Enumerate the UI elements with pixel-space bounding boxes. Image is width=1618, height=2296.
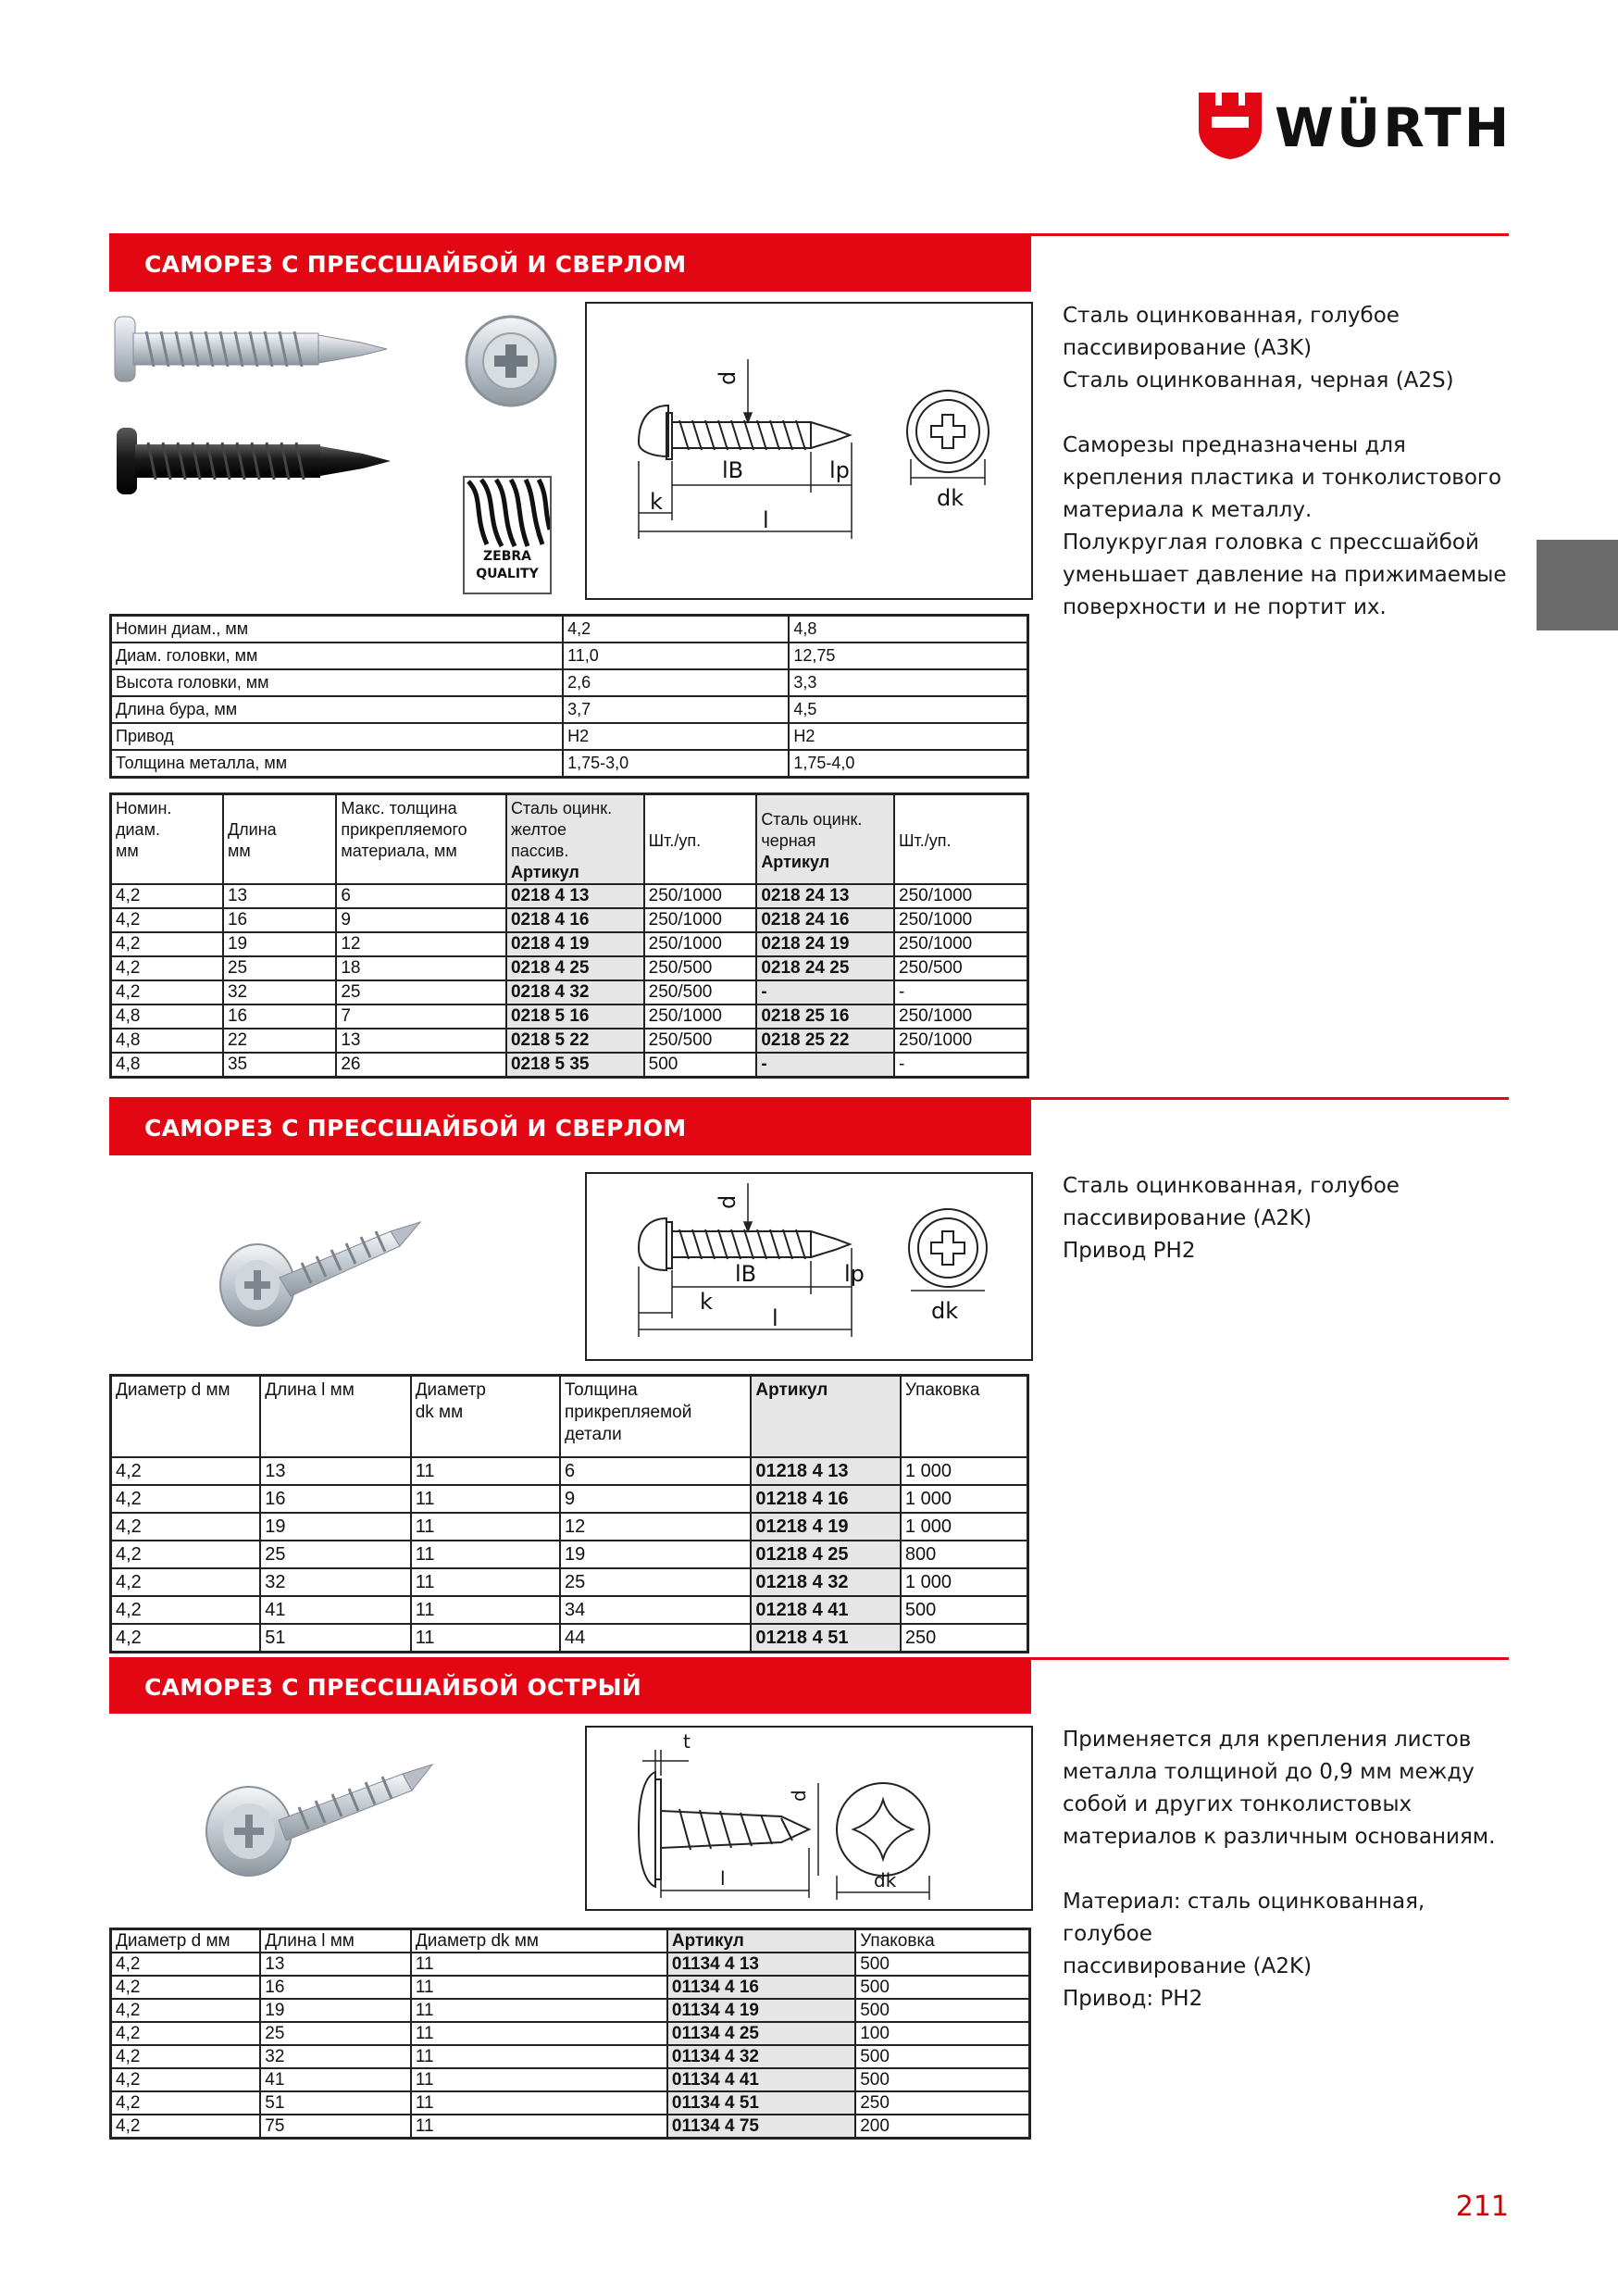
table-cell: 34 — [560, 1596, 751, 1624]
drawing-label-lb: lB — [735, 1261, 757, 1287]
table-cell: 4,2 — [111, 1513, 261, 1541]
column-header: Макс. толщина прикрепляемого материала, мм — [336, 794, 506, 885]
drawing-label-t: t — [683, 1730, 691, 1753]
table-cell: 11 — [411, 2091, 667, 2115]
table-cell: 25 — [260, 1541, 410, 1568]
table-row — [111, 1541, 1028, 1568]
table-cell: 11 — [411, 1624, 560, 1653]
table-cell: 12,75 — [789, 643, 1027, 669]
table-cell: 4,2 — [111, 1541, 261, 1568]
table-cell: 500 — [855, 2045, 1029, 2068]
table-cell: Номин диам., мм — [111, 616, 564, 643]
brand-name: WÜRTH — [1275, 96, 1512, 159]
table-cell: 0218 5 22 — [506, 1029, 644, 1053]
table-cell: 250/1000 — [644, 1004, 757, 1029]
table-row — [111, 2091, 1030, 2115]
table-cell: - — [894, 1053, 1028, 1078]
table-cell: Длина бура, мм — [111, 696, 564, 723]
table-cell: 01134 4 16 — [667, 1976, 855, 1999]
description-line: Привод: PH2 — [1063, 1987, 1203, 2011]
table-cell: 4,8 — [111, 1029, 223, 1053]
table-cell: 16 — [223, 1004, 336, 1029]
table-cell: 200 — [855, 2115, 1029, 2139]
table-cell: 51 — [260, 2091, 411, 2115]
table-row — [111, 1976, 1030, 1999]
table-cell: 41 — [260, 1596, 410, 1624]
description-line: поверхности и не портит их. — [1063, 595, 1387, 619]
table-cell: 41 — [260, 2068, 411, 2091]
description-line: Сталь оцинкованная, голубое — [1063, 304, 1400, 328]
table-cell: 01134 4 75 — [667, 2115, 855, 2139]
table-row — [111, 2068, 1030, 2091]
column-header: Упаковка — [901, 1376, 1028, 1458]
badge-line-2: QUALITY — [476, 567, 539, 581]
zebra-pattern-icon — [465, 478, 550, 548]
table-cell: 01134 4 32 — [667, 2045, 855, 2068]
table-cell: 22 — [223, 1029, 336, 1053]
table-cell: 0218 4 25 — [506, 956, 644, 980]
table-cell: 250/500 — [644, 980, 757, 1004]
section-description — [1063, 1170, 1507, 1267]
section-title: САМОРЕЗ С ПРЕССШАЙБОЙ И СВЕРЛОМ — [109, 236, 1031, 292]
drawing-label-lp: lp — [844, 1261, 865, 1287]
table-cell: 4,2 — [111, 1457, 261, 1485]
table-cell: 11 — [411, 1457, 560, 1485]
table-cell: 4,2 — [111, 908, 223, 932]
zebra-quality-badge — [463, 476, 552, 594]
technical-drawing-1 — [585, 302, 1033, 600]
drawing-label-d: d — [715, 370, 741, 385]
table-cell: 100 — [855, 2022, 1029, 2045]
table-cell: 4,2 — [111, 1976, 261, 1999]
table-cell: 4,8 — [111, 1004, 223, 1029]
table-cell: 4,2 — [111, 956, 223, 980]
description-line: пассивирование (A2K) — [1063, 1206, 1313, 1230]
column-header: Диаметр d мм — [111, 1929, 261, 1953]
drawing-label-k: k — [700, 1289, 713, 1315]
table-cell: 4,2 — [111, 932, 223, 956]
table-cell: 250 — [855, 2091, 1029, 2115]
description-line: Полукруглая головка с прессшайбой — [1063, 530, 1479, 555]
table-cell: 01134 4 25 — [667, 2022, 855, 2045]
table-row — [111, 1953, 1030, 1976]
table-cell: 19 — [260, 1999, 411, 2022]
table-cell: 0218 4 19 — [506, 932, 644, 956]
table-cell: 500 — [855, 2068, 1029, 2091]
spec-row — [111, 750, 1028, 778]
screw-head-photo — [463, 313, 559, 409]
section-description — [1063, 300, 1507, 624]
table-row — [111, 1004, 1028, 1029]
table-row — [111, 1053, 1028, 1078]
table-row — [111, 1485, 1028, 1513]
table-cell: 0218 25 22 — [756, 1029, 894, 1053]
drawing-label-dk: dk — [937, 485, 965, 511]
table-cell: 13 — [223, 884, 336, 908]
table-cell: 19 — [560, 1541, 751, 1568]
section-title: САМОРЕЗ С ПРЕССШАЙБОЙ И СВЕРЛОМ — [109, 1100, 1031, 1155]
badge-line-1: ZEBRA — [482, 549, 531, 564]
table-cell: 0218 25 16 — [756, 1004, 894, 1029]
table-cell: 4,2 — [111, 980, 223, 1004]
table-row — [111, 1624, 1028, 1653]
drawing-label-d: d — [715, 1194, 741, 1209]
table-row — [111, 1029, 1028, 1053]
wurth-logo-icon — [1199, 93, 1262, 159]
column-header: Сталь оцинк. черная Артикул — [756, 794, 894, 885]
table-cell: 11 — [411, 2022, 667, 2045]
table-cell: 7 — [336, 1004, 506, 1029]
page-number: 211 — [1455, 2190, 1509, 2223]
table-cell: 11 — [411, 1485, 560, 1513]
table-cell: Толщина металла, мм — [111, 750, 564, 778]
table-cell: 1 000 — [901, 1513, 1028, 1541]
table-cell: 75 — [260, 2115, 411, 2139]
table-cell: 500 — [644, 1053, 757, 1078]
table-cell: 1 000 — [901, 1568, 1028, 1596]
article-table-1 — [109, 792, 1029, 1079]
table-cell: 250/1000 — [894, 1029, 1028, 1053]
table-cell: 3,7 — [563, 696, 789, 723]
technical-drawing-2 — [585, 1172, 1033, 1361]
table-cell: 9 — [560, 1485, 751, 1513]
table-cell: 250/500 — [894, 956, 1028, 980]
table-cell: 01134 4 19 — [667, 1999, 855, 2022]
table-cell: 250/1000 — [894, 932, 1028, 956]
table-cell: 11 — [411, 2045, 667, 2068]
table-cell: 2,6 — [563, 669, 789, 696]
section-description — [1063, 1724, 1507, 2015]
table-cell: 3,3 — [789, 669, 1027, 696]
table-row — [111, 2045, 1030, 2068]
table-cell: 01218 4 25 — [751, 1541, 901, 1568]
table-cell: 4,2 — [111, 1953, 261, 1976]
table-cell: 0218 24 13 — [756, 884, 894, 908]
description-line: пассивирование (A3K) — [1063, 336, 1313, 360]
column-header: Диаметр dk мм — [411, 1376, 560, 1458]
description-line: собой и других тонколистовых — [1063, 1792, 1413, 1816]
drawing-label-lp: lp — [829, 457, 850, 483]
column-header: Упаковка — [855, 1929, 1029, 1953]
wurth-logo — [1199, 93, 1513, 167]
table-cell: 4,8 — [111, 1053, 223, 1078]
table-cell: 4,2 — [111, 2091, 261, 2115]
screw-photo-3 — [190, 1741, 440, 1889]
table-cell: 0218 4 32 — [506, 980, 644, 1004]
column-header: Артикул — [751, 1376, 901, 1458]
table-cell: 11 — [411, 1568, 560, 1596]
column-header: Шт./уп. — [644, 794, 757, 885]
screw-photo-2 — [205, 1194, 428, 1333]
spec-row — [111, 696, 1028, 723]
table-row — [111, 932, 1028, 956]
drawing-label-l: l — [772, 1305, 778, 1331]
description-line: пассивирование (A2K) — [1063, 1954, 1313, 1978]
table-cell: 4,2 — [111, 2022, 261, 2045]
drawing-label-dk: dk — [931, 1298, 959, 1324]
table-cell: 01134 4 51 — [667, 2091, 855, 2115]
table-cell: 1 000 — [901, 1457, 1028, 1485]
table-cell: 250/1000 — [894, 884, 1028, 908]
description-line: крепления пластика и тонколистового — [1063, 466, 1502, 490]
table-cell: 25 — [560, 1568, 751, 1596]
table-row — [111, 1513, 1028, 1541]
table-cell: 16 — [260, 1976, 411, 1999]
table-cell: 11 — [411, 1596, 560, 1624]
spec-row — [111, 643, 1028, 669]
description-line: Сталь оцинкованная, черная (A2S) — [1063, 368, 1454, 393]
description-line: Материал: сталь оцинкованная, голубое — [1063, 1890, 1425, 1946]
drawing-label-l: l — [763, 507, 769, 533]
table-row — [111, 980, 1028, 1004]
table-cell: 250/500 — [644, 956, 757, 980]
table-cell: 250/1000 — [644, 884, 757, 908]
table-cell: 16 — [260, 1485, 410, 1513]
table-cell: 51 — [260, 1624, 410, 1653]
table-cell: 500 — [855, 1976, 1029, 1999]
table-cell: 01134 4 41 — [667, 2068, 855, 2091]
table-cell: Диам. головки, мм — [111, 643, 564, 669]
spec-row — [111, 669, 1028, 696]
table-cell: 32 — [260, 1568, 410, 1596]
table-cell: 4,2 — [111, 1485, 261, 1513]
spec-row — [111, 616, 1028, 643]
table-cell: 11 — [411, 1999, 667, 2022]
table-cell: 11 — [411, 1513, 560, 1541]
spec-row — [111, 723, 1028, 750]
table-cell: 19 — [223, 932, 336, 956]
table-cell: 4,2 — [111, 1568, 261, 1596]
column-header: Диаметр d мм — [111, 1376, 261, 1458]
table-cell: 1,75-4,0 — [789, 750, 1027, 778]
drawing-label-l: l — [720, 1867, 726, 1890]
table-cell: 01218 4 51 — [751, 1624, 901, 1653]
column-header: Длина мм — [223, 794, 336, 885]
table-row — [111, 908, 1028, 932]
table-cell: 0218 4 16 — [506, 908, 644, 932]
table-cell: 250/1000 — [894, 1004, 1028, 1029]
table-cell: 19 — [260, 1513, 410, 1541]
description-line: металла толщиной до 0,9 мм между — [1063, 1760, 1475, 1784]
description-line: Привод PH2 — [1063, 1239, 1196, 1263]
drawing-label-k: k — [650, 489, 663, 515]
table-cell: 25 — [260, 2022, 411, 2045]
table-cell: 800 — [901, 1541, 1028, 1568]
table-cell: 25 — [336, 980, 506, 1004]
article-table-2 — [109, 1374, 1029, 1653]
table-cell: 4,2 — [563, 616, 789, 643]
table-cell: 250/1000 — [644, 932, 757, 956]
column-header: Сталь оцинк. желтое пассив. Артикул — [506, 794, 644, 885]
description-line: материалов к различным основаниям. — [1063, 1825, 1496, 1849]
table-cell: 250/1000 — [894, 908, 1028, 932]
column-header: Длина l мм — [260, 1376, 410, 1458]
table-cell: 11 — [411, 1541, 560, 1568]
table-cell: 0218 5 16 — [506, 1004, 644, 1029]
table-cell: 500 — [901, 1596, 1028, 1624]
table-cell: 11 — [411, 2115, 667, 2139]
description-line: Применяется для крепления листов — [1063, 1728, 1472, 1752]
column-header: Диаметр dk мм — [411, 1929, 667, 1953]
table-cell: 16 — [223, 908, 336, 932]
table-cell: 44 — [560, 1624, 751, 1653]
table-cell: - — [756, 980, 894, 1004]
description-line: Саморезы предназначены для — [1063, 433, 1406, 457]
table-cell: H2 — [563, 723, 789, 750]
table-cell: 13 — [260, 1953, 411, 1976]
table-cell: 4,5 — [789, 696, 1027, 723]
table-cell: 4,2 — [111, 1596, 261, 1624]
side-tab — [1537, 540, 1618, 630]
screw-silver-photo — [109, 298, 405, 511]
column-header: Длина l мм — [260, 1929, 411, 1953]
table-cell: 500 — [855, 1999, 1029, 2022]
table-cell: 4,8 — [789, 616, 1027, 643]
table-cell: 250/1000 — [644, 908, 757, 932]
table-cell: 32 — [223, 980, 336, 1004]
table-cell: 18 — [336, 956, 506, 980]
table-cell: 500 — [855, 1953, 1029, 1976]
table-cell: 11 — [411, 1953, 667, 1976]
table-cell: 1 000 — [901, 1485, 1028, 1513]
section-title: САМОРЕЗ С ПРЕССШАЙБОЙ ОСТРЫЙ — [109, 1660, 1031, 1714]
table-cell: 6 — [336, 884, 506, 908]
table-cell: 0218 5 35 — [506, 1053, 644, 1078]
table-row — [111, 1457, 1028, 1485]
spec-table — [109, 614, 1029, 779]
drawing-label-lb: lB — [722, 457, 744, 483]
table-cell: 12 — [560, 1513, 751, 1541]
table-cell: 0218 24 16 — [756, 908, 894, 932]
table-row — [111, 884, 1028, 908]
table-cell: 250/500 — [644, 1029, 757, 1053]
table-row — [111, 2022, 1030, 2045]
table-cell: Высота головки, мм — [111, 669, 564, 696]
table-row — [111, 1596, 1028, 1624]
table-cell: 12 — [336, 932, 506, 956]
column-header: Шт./уп. — [894, 794, 1028, 885]
table-cell: 32 — [260, 2045, 411, 2068]
table-cell: 25 — [223, 956, 336, 980]
table-cell: 1,75-3,0 — [563, 750, 789, 778]
table-cell: 01134 4 13 — [667, 1953, 855, 1976]
table-cell: 4,2 — [111, 884, 223, 908]
table-cell: 13 — [260, 1457, 410, 1485]
table-cell: 4,2 — [111, 2068, 261, 2091]
table-cell: 01218 4 13 — [751, 1457, 901, 1485]
table-cell: 4,2 — [111, 1999, 261, 2022]
table-cell: 4,2 — [111, 1624, 261, 1653]
article-table-3 — [109, 1928, 1031, 2140]
table-cell: 0218 24 25 — [756, 956, 894, 980]
column-header: Толщина прикрепляемой детали — [560, 1376, 751, 1458]
technical-drawing-3 — [585, 1726, 1033, 1911]
drawing-label-d: d — [788, 1790, 810, 1802]
table-row — [111, 1999, 1030, 2022]
table-cell: Привод — [111, 723, 564, 750]
table-cell: 0218 24 19 — [756, 932, 894, 956]
table-cell: 01218 4 41 — [751, 1596, 901, 1624]
table-row — [111, 1568, 1028, 1596]
table-cell: 01218 4 16 — [751, 1485, 901, 1513]
description-line: уменьшает давление на прижимаемые — [1063, 563, 1507, 587]
table-cell: 11,0 — [563, 643, 789, 669]
column-header: Артикул — [667, 1929, 855, 1953]
column-header: Номин. диам. мм — [111, 794, 223, 885]
table-cell: - — [894, 980, 1028, 1004]
table-cell: 35 — [223, 1053, 336, 1078]
table-cell: 01218 4 32 — [751, 1568, 901, 1596]
drawing-label-dk: dk — [874, 1869, 897, 1891]
table-row — [111, 2115, 1030, 2139]
table-cell: 01218 4 19 — [751, 1513, 901, 1541]
table-cell: 13 — [336, 1029, 506, 1053]
description-line: Сталь оцинкованная, голубое — [1063, 1174, 1400, 1198]
table-cell: 11 — [411, 1976, 667, 1999]
table-cell: 0218 4 13 — [506, 884, 644, 908]
table-cell: 9 — [336, 908, 506, 932]
table-cell: 4,2 — [111, 2115, 261, 2139]
table-cell: 26 — [336, 1053, 506, 1078]
description-line: материала к металлу. — [1063, 498, 1313, 522]
table-cell: 4,2 — [111, 2045, 261, 2068]
table-cell: H2 — [789, 723, 1027, 750]
table-cell: 6 — [560, 1457, 751, 1485]
table-row — [111, 956, 1028, 980]
table-cell: - — [756, 1053, 894, 1078]
table-cell: 11 — [411, 2068, 667, 2091]
table-cell: 250 — [901, 1624, 1028, 1653]
